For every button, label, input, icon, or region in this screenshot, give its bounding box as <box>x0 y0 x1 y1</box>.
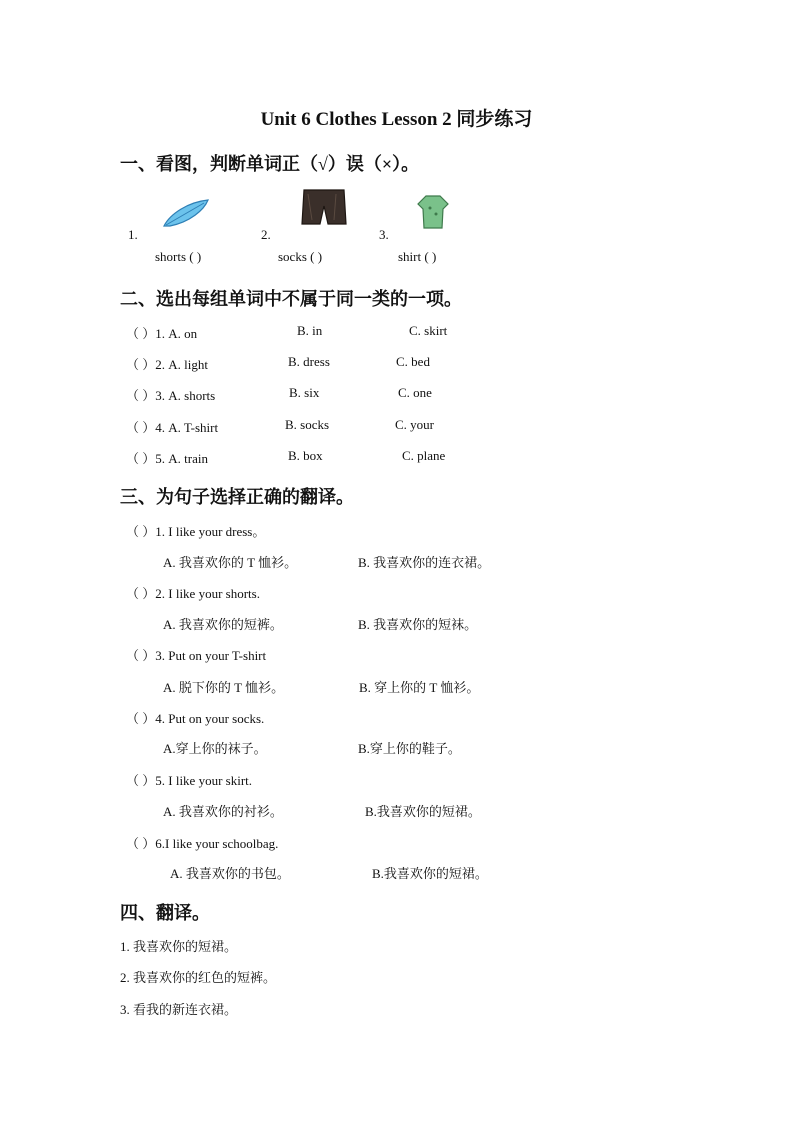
s3-item-4-option-b: B.穿上你的鞋子。 <box>358 741 461 756</box>
s3-item-4-option-a: A.穿上你的袜子。 <box>163 741 267 756</box>
item-2-number: 2. <box>261 227 271 242</box>
s2-row-1-option-c: C. skirt <box>409 323 448 338</box>
s4-item-1: 1. 我喜欢你的短裙。 <box>120 939 238 954</box>
section-3-heading: 三、为句子选择正确的翻译。 <box>120 487 354 507</box>
s3-item-3-question: （ ）3. Put on your T-shirt <box>126 648 267 663</box>
s3-item-2-option-a: A. 我喜欢你的短裤。 <box>163 617 283 632</box>
item-3-word: shirt ( ) <box>398 249 437 264</box>
s2-row-2-question: （ ）2. A. light <box>126 357 208 372</box>
s2-row-4-option-b: B. socks <box>285 417 330 432</box>
s3-item-1-option-b: B. 我喜欢你的连衣裙。 <box>358 555 491 570</box>
s3-item-1-option-a: A. 我喜欢你的 T 恤衫。 <box>163 555 298 570</box>
s3-item-6-option-b: B.我喜欢你的短裙。 <box>372 866 488 881</box>
s3-item-3-option-a: A. 脱下你的 T 恤衫。 <box>163 680 285 695</box>
s3-item-2-option-b: B. 我喜欢你的短袜。 <box>358 617 478 632</box>
s3-item-6-option-a: A. 我喜欢你的书包。 <box>170 866 290 881</box>
s2-row-4-option-c: C. your <box>395 417 434 432</box>
s2-row-4-question: （ ）4. A. T-shirt <box>126 420 219 435</box>
item-2-word: socks ( ) <box>278 249 323 264</box>
s2-row-1-option-b: B. in <box>297 323 323 338</box>
dark-shorts-icon <box>300 186 348 228</box>
s2-row-2-option-b: B. dress <box>288 354 330 369</box>
section-1-heading: 一、看图，判断单词正（√）误（×）。 <box>120 154 420 174</box>
s2-row-1-question: （ ）1. A. on <box>126 326 198 341</box>
section-4-heading: 四、翻译。 <box>120 903 210 923</box>
s2-row-5-option-b: B. box <box>288 448 323 463</box>
s2-row-5-question: （ ）5. A. train <box>126 451 208 466</box>
s3-item-6-question: （ ）6.I like your schoolbag. <box>126 836 279 851</box>
page-title: Unit 6 Clothes Lesson 2 同步练习 <box>260 109 533 130</box>
s3-item-2-question: （ ）2. I like your shorts. <box>126 586 260 601</box>
green-shirt-icon <box>416 194 450 230</box>
s4-item-3: 3. 看我的新连衣裙。 <box>120 1002 238 1017</box>
s3-item-3-option-b: B. 穿上你的 T 恤衫。 <box>359 680 480 695</box>
feather-icon <box>160 196 212 230</box>
s3-item-5-question: （ ）5. I like your skirt. <box>126 773 253 788</box>
s3-item-5-option-b: B.我喜欢你的短裙。 <box>365 804 481 819</box>
item-1-number: 1. <box>128 227 138 242</box>
s2-row-3-option-c: C. one <box>398 385 432 400</box>
s2-row-5-option-c: C. plane <box>402 448 446 463</box>
s2-row-3-option-b: B. six <box>289 385 320 400</box>
s3-item-5-option-a: A. 我喜欢你的衬衫。 <box>163 804 283 819</box>
s2-row-2-option-c: C. bed <box>396 354 430 369</box>
section-2-heading: 二、选出每组单词中不属于同一类的一项。 <box>120 289 462 309</box>
s2-row-3-question: （ ）3. A. shorts <box>126 388 216 403</box>
s3-item-1-question: （ ）1. I like your dress。 <box>126 524 266 539</box>
item-1-word: shorts ( ) <box>155 249 202 264</box>
item-3-number: 3. <box>379 227 389 242</box>
s4-item-2: 2. 我喜欢你的红色的短裤。 <box>120 970 277 985</box>
s3-item-4-question: （ ）4. Put on your socks. <box>126 711 265 726</box>
